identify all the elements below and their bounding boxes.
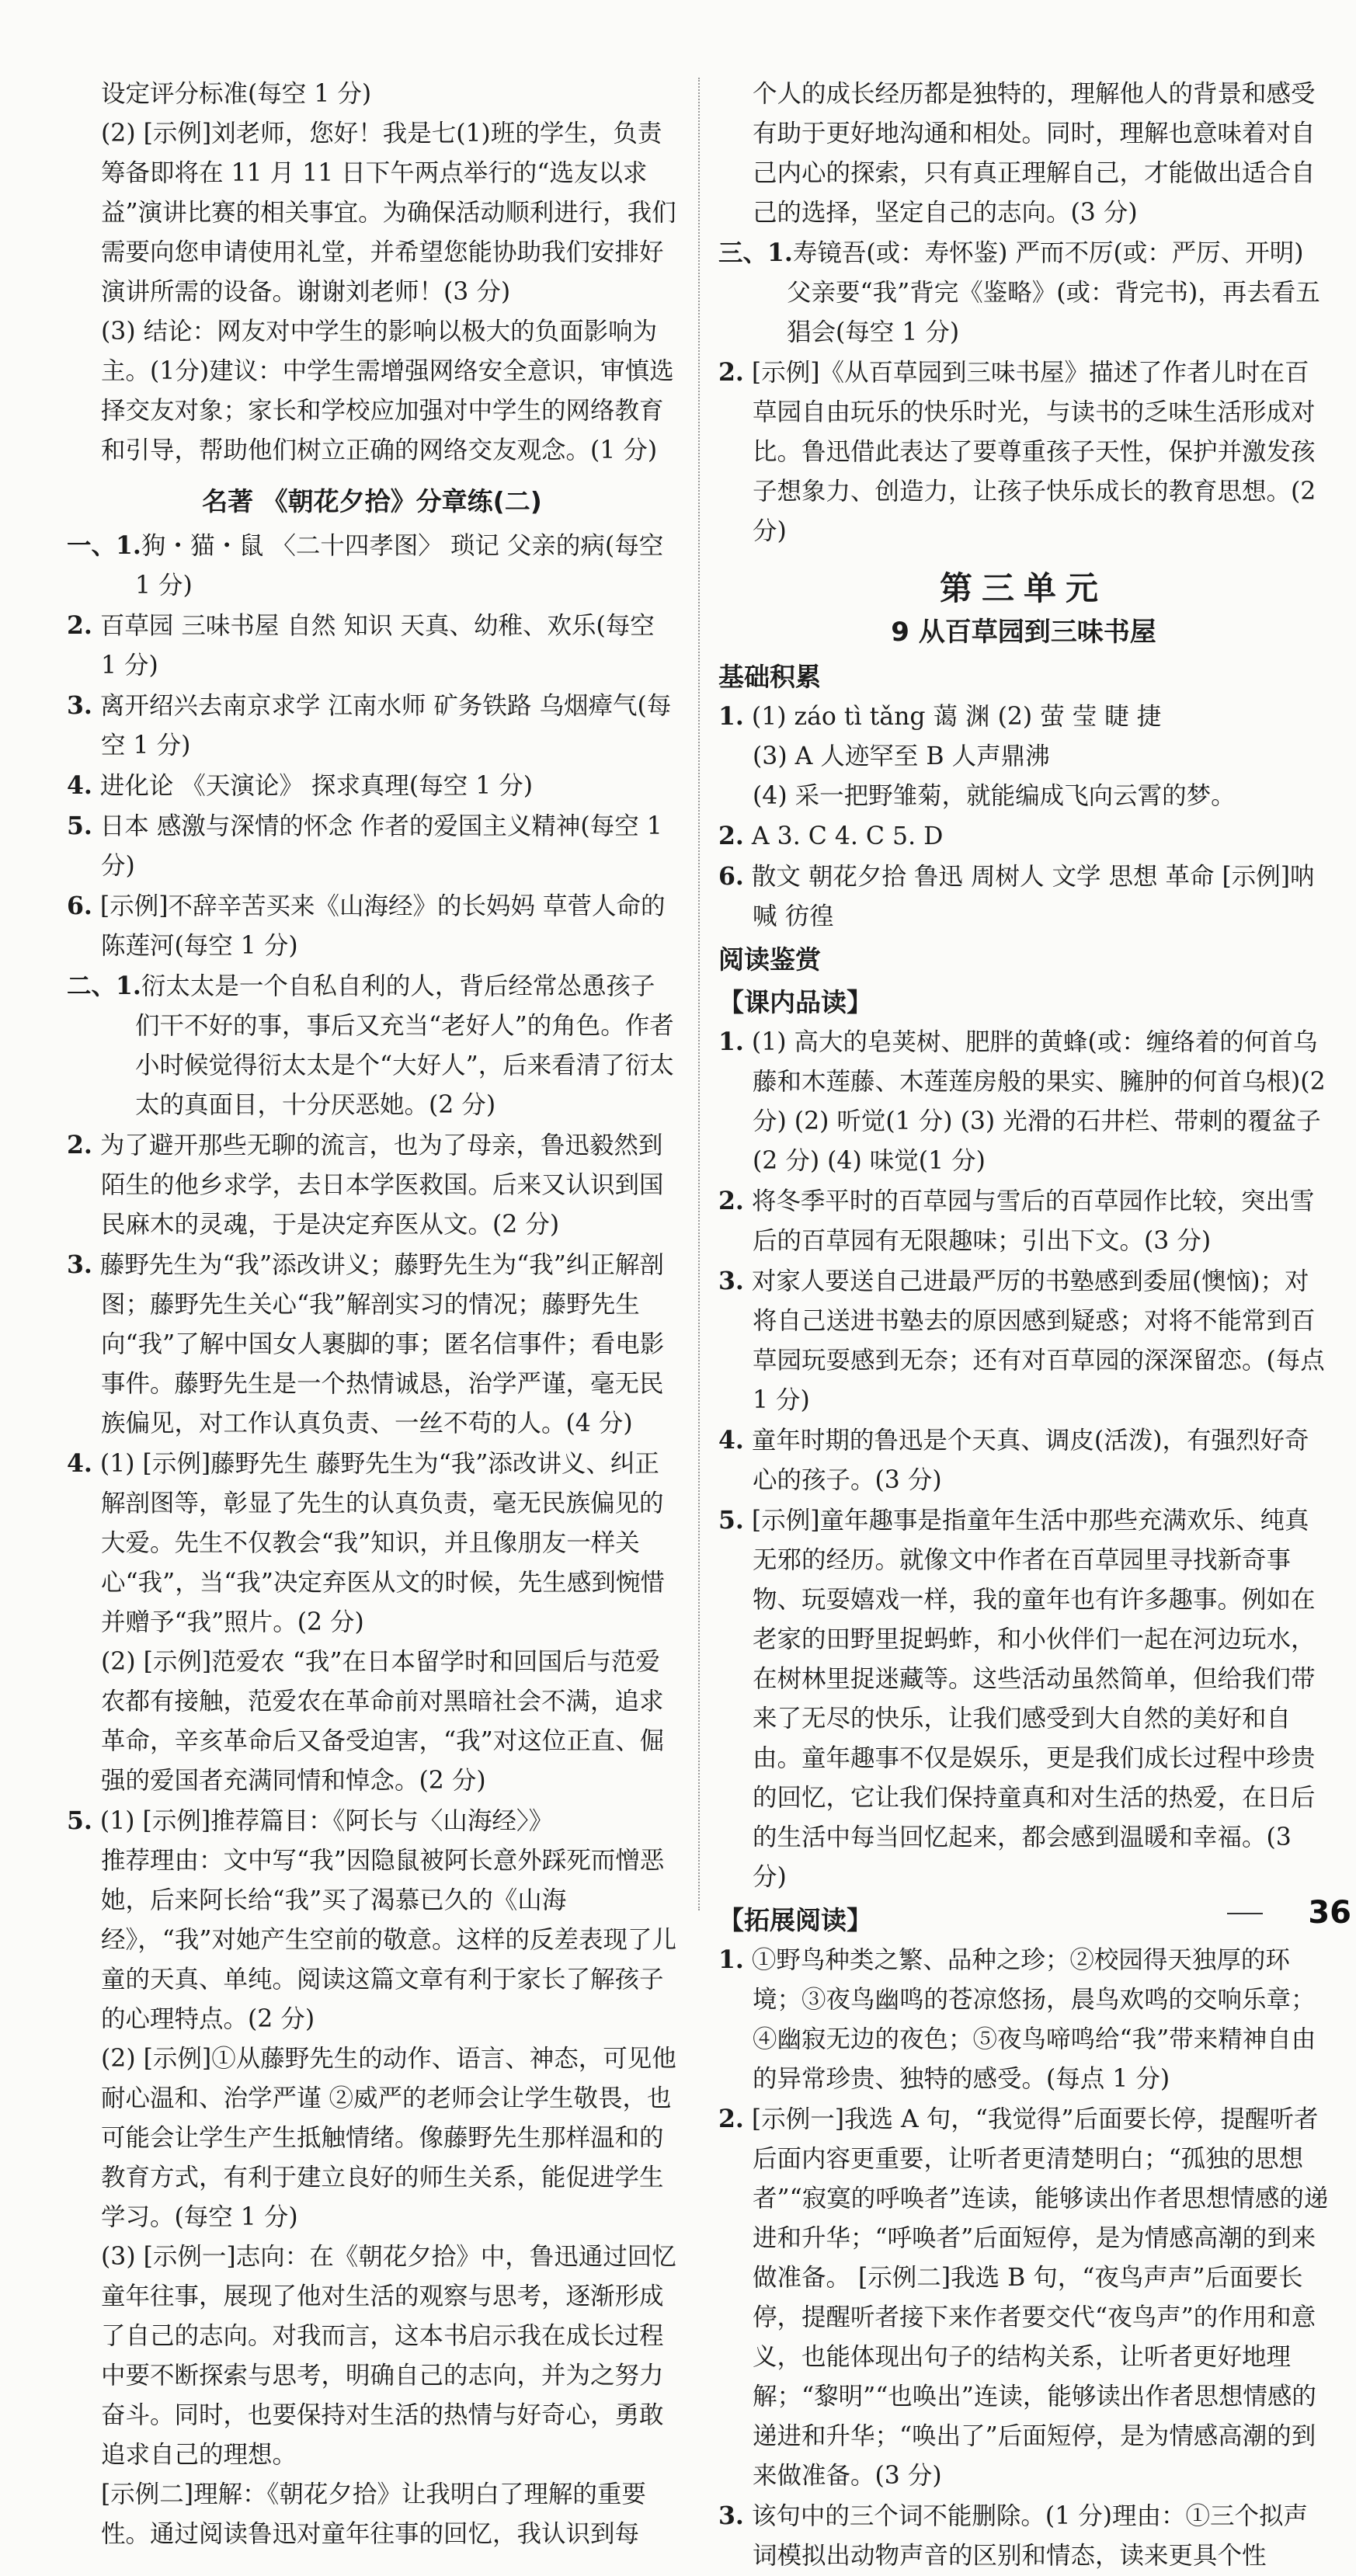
inclass-item <box>718 1181 1329 1261</box>
reading-heading: 阅读鉴赏 <box>718 944 821 975</box>
basic-item <box>718 857 1329 937</box>
item-text: 衍太太是一个自私自利的人，背后经常怂恿孩子们干不好的事，事后又充当“老好人”的角色。作者小时候觉得衍太太是个“大好人”，后来看清了衍太太的真面目，十分厌恶她。(2 分) <box>135 972 674 1119</box>
part1-item <box>67 686 677 766</box>
column-divider <box>698 78 700 1910</box>
item-text: [示例一]我选 A 句，“我觉得”后面要长停，提醒听者后面内容更重要，让听者更清楚明白；“孤独的思想者”“寂寞的呼唤者”连读，能够读出作者思想情感的递进和升华；“呼唤者”后面短停，是为情感高潮的到来做准备。 [示例二]我选 B 句，“夜鸟声声”后面要长停，提醒听者接下来作者要交代“夜鸟声”的作用和意义，也能体现出句子的结构关系，让听者更好地理解；“黎明”“也唤出”连读，能够读出作者思想情感的递进和升华；“唤出了”后面短停，是为情感高潮的到来做准备。(3 分) <box>751 2105 1329 2490</box>
item-number: 6. <box>67 892 92 920</box>
item-text: A 3. C 4. C 5. D <box>751 822 944 850</box>
inclass-heading: 【课内品读】 <box>718 987 872 1017</box>
part2-subitem: [示例二]理解：《朝花夕拾》让我明白了理解的重要性。通过阅读鲁迅对童年往事的回忆，我认识到每 <box>101 2480 646 2548</box>
item-text: (1) [示例]推荐篇目：《阿长与〈山海经〉》 <box>99 1807 554 1835</box>
lesson-title: 9 从百草园到三味书屋 <box>891 617 1156 648</box>
item-number: 5. <box>67 1806 92 1835</box>
part3-item <box>718 353 1329 551</box>
inclass-item <box>718 1420 1329 1500</box>
inclass-item <box>718 1261 1329 1420</box>
item-text: (1) [示例]藤野先生 藤野先生为“我”添改讲义、纠正解剖图等，彰显了先生的认真负责，毫无民族偏见的大爱。先生不仅教会“我”知识，并且像朋友一样关心“我”，当“我”决定弃医从文的时候，先生感到惋惜并赠予“我”照片。(2 分) <box>99 1450 665 1636</box>
item-number: 6. <box>718 862 744 891</box>
item-text: 离开绍兴去南京求学 江南水师 矿务铁路 乌烟瘴气(每空 1 分) <box>99 692 672 760</box>
basic-item <box>718 697 1329 737</box>
item-number: 2. <box>718 822 744 850</box>
inclass-item <box>718 1500 1329 1897</box>
part1-item <box>67 806 677 886</box>
item-number: 4. <box>67 771 92 800</box>
part2-item <box>67 966 677 1125</box>
basic-subitem: (4) 采一把野雏菊，就能编成飞向云霄的梦。 <box>753 782 1236 810</box>
left-line-2: (3) 结论：网友对中学生的影响以极大的负面影响为主。(1分)建议：中学生需增强网络安全意识，审慎选择交友对象；家长和学校应加强对中学生的网络教育和引导，帮助他们树立正确的网络交友观念。(1 分) <box>101 318 674 464</box>
item-number: 2. <box>718 1187 744 1215</box>
item-number: 3. <box>718 1267 744 1295</box>
page-number: 36 <box>1258 1889 1356 1937</box>
item-text: 将冬季平时的百草园与雪后的百草园作比较，突出雪后的百草园有无限趣味；引出下文。(3 分) <box>751 1187 1315 1255</box>
item-text: 藤野先生为“我”添改讲义；藤野先生为“我”纠正解剖图；藤野先生关心“我”解剖实习的情况；藤野先生向“我”了解中国女人裹脚的事；匿名信事件；看电影事件。藤野先生是一个热情诚恳，治学严谨，毫无民族偏见，对工作认真负责、一丝不苟的人。(4 分) <box>99 1251 665 1437</box>
extended-item <box>718 2496 1329 2576</box>
part2-item <box>67 1125 677 1245</box>
inclass-item <box>718 1022 1329 1181</box>
item-text: [示例]童年趣事是指童年生活中那些充满欢乐、纯真无邪的经历。就像文中作者在百草园里寻找新奇事物、玩耍嬉戏一样，我的童年也有许多趣事。例如在老家的田野里捉蚂蚱，和小伙伴们一起在河边玩水，在树林里捉迷藏等。这些活动虽然简单，但给我们带来了无尽的快乐，让我们感受到大自然的美好和自由。童年趣事不仅是娱乐，更是我们成长过程中珍贵的回忆，它让我们保持童真和对生活的热爱，在日后的生活中每当回忆起来，都会感到温暖和幸福。(3 分) <box>751 1507 1316 1891</box>
item-text: 百草园 三味书屋 自然 知识 天真、幼稚、欢乐(每空 1 分) <box>99 612 655 680</box>
part2-subitem: (2) [示例]①从藤野先生的动作、语言、神态，可见他耐心温和、治学严谨 ②威严的老师会让学生敬畏，也可能会让学生产生抵触情绪。像藤野先生那样温和的教育方式，有利于建立良好的师生关系，能促进学生学习。(每空 1 分) <box>101 2045 676 2231</box>
item-text: 为了避开那些无聊的流言，也为了母亲，鲁迅毅然到陌生的他乡求学，去日本学医救国。后来又认识到国民麻木的灵魂，于是决定弃医从文。(2 分) <box>99 1132 664 1239</box>
part3-item <box>718 233 1329 353</box>
part2-item <box>67 1245 677 1444</box>
left-line-0: 设定评分标准(每空 1 分) <box>101 80 372 108</box>
section-title: 名著 《朝花夕拾》分章练(二) <box>202 486 542 516</box>
basic-subitem: (3) A 人迹罕至 B 人声鼎沸 <box>753 742 1050 770</box>
part1-item <box>67 526 677 606</box>
item-number: 一、1. <box>67 531 141 560</box>
item-number: 2. <box>718 2105 744 2133</box>
item-number: 4. <box>67 1449 92 1478</box>
left-column <box>67 75 677 2554</box>
item-number: 三、1. <box>718 238 793 267</box>
item-text: ①野鸟种类之繁、品种之珍；②校园得天独厚的环境；③夜鸟幽鸣的苍凉悠扬，晨鸟欢鸣的交响乐章；④幽寂无边的夜色；⑤夜鸟啼鸣给“我”带来精神自由的异常珍贵、独特的感受。(每点 1 分) <box>751 1946 1316 2093</box>
item-text: [示例]《从百草园到三味书屋》描述了作者儿时在百草园自由玩乐的快乐时光，与读书的乏味生活形成对比。鲁迅借此表达了要尊重孩子天性，保护并激发孩子想象力、创造力，让孩子快乐成长的教育思想。(2 分) <box>751 359 1316 545</box>
unit-title: 第三单元 <box>939 569 1107 607</box>
item-number: 2. <box>718 358 744 387</box>
item-number: 4. <box>718 1426 744 1455</box>
item-number: 2. <box>67 611 92 640</box>
part1-item <box>67 886 677 966</box>
part2-subitem: 推荐理由：文中写“我”因隐鼠被阿长意外踩死而憎恶她，后来阿长给“我”买了渴慕已久的《山海经》，“我”对她产生空前的敬意。这样的反差表现了儿童的天真、单纯。阅读这篇文章有利于家长了解孩子的心理特点。(2 分) <box>101 1847 676 2033</box>
item-text: (1) záo tì tǎng 蔼 渊 (2) 萤 莹 睫 捷 <box>751 703 1162 731</box>
item-number: 1. <box>718 1945 744 1974</box>
item-text: [示例]不辞辛苦买来《山海经》的长妈妈 草菅人命的陈莲河(每空 1 分) <box>99 892 666 960</box>
item-number: 3. <box>718 2501 744 2530</box>
part2-item <box>67 1801 677 1841</box>
item-number: 5. <box>718 1506 744 1535</box>
item-number: 1. <box>718 1027 744 1056</box>
right-line-0: 个人的成长经历都是独特的，理解他人的背景和感受有助于更好地沟通和相处。同时，理解也意味着对自己内心的探索，只有真正理解自己，才能做出适合自己的选择，坚定自己的志向。(3 分) <box>753 80 1316 227</box>
basic-heading: 基础积累 <box>718 662 821 692</box>
item-number: 3. <box>67 1250 92 1279</box>
item-text: 日本 感激与深情的怀念 作者的爱国主义精神(每空 1 分) <box>99 812 662 880</box>
item-text: 对家人要送自己进最严厉的书塾感到委屈(懊恼)；对将自己送进书塾去的原因感到疑惑；对将不能常到百草园玩耍感到无奈；还有对百草园的深深留恋。(每点 1 分) <box>751 1267 1325 1414</box>
item-text: (1) 高大的皂荚树、肥胖的黄蜂(或：缠络着的何首乌藤和木莲藤、木莲莲房般的果实、臃肿的何首乌根)(2 分) (2) 听觉(1 分) (3) 光滑的石井栏、带刺的覆盆子(2 分) (4) 味觉(1 分) <box>751 1028 1326 1175</box>
item-text: 狗・猫・鼠 〈二十四孝图〉 琐记 父亲的病(每空 1 分) <box>135 532 664 600</box>
item-number: 5. <box>67 812 92 840</box>
left-line-1: (2) [示例]刘老师，您好！我是七(1)班的学生，负责筹备即将在 11 月 11 日下午两点举行的“选友以求益”演讲比赛的相关事宜。为确保活动顺利进行，我们需要向您申请使用礼堂，并希望您能协助我们安排好演讲所需的设备。谢谢刘老师！(3 分) <box>101 120 676 306</box>
part2-subitem: (2) [示例]范爱农 “我”在日本留学时和回国后与范爱农都有接触，范爱农在革命前对黑暗社会不满，追求革命，辛亥革命后又备受迫害，“我”对这位正直、倔强的爱国者充满同情和悼念。(2 分) <box>101 1648 665 1795</box>
item-text: 散文 朝花夕拾 鲁迅 周树人 文学 思想 革命 [示例]呐喊 彷徨 <box>751 863 1315 930</box>
item-number: 二、1. <box>67 972 141 1000</box>
part1-item <box>67 766 677 806</box>
extended-heading: 【拓展阅读】 <box>718 1905 872 1935</box>
item-text: 进化论 《天演论》 探求真理(每空 1 分) <box>99 772 534 800</box>
extended-item <box>718 2099 1329 2496</box>
part2-subitem: (3) [示例一]志向：在《朝花夕拾》中，鲁迅通过回忆童年往事，展现了他对生活的观察与思考，逐渐形成了自己的志向。对我而言，这本书启示我在成长过程中要不断探索与思考，明确自己的志向，并为之努力奋斗。同时，也要保持对生活的热情与好奇心，勇敢追求自己的理想。 <box>101 2243 676 2469</box>
part1-item <box>67 606 677 686</box>
item-text: 童年时期的鲁迅是个天真、调皮(活泼)，有强烈好奇心的孩子。(3 分) <box>751 1427 1309 1494</box>
item-number: 2. <box>67 1131 92 1159</box>
basic-item <box>718 816 1329 857</box>
item-text: 寿镜吾(或：寿怀鉴) 严而不厉(或：严厉、开明) 父亲要“我”背完《鉴略》(或：背完书)，再去看五猖会(每空 1 分) <box>787 239 1320 346</box>
extended-item <box>718 1940 1329 2099</box>
item-number: 1. <box>718 702 744 731</box>
part2-item <box>67 1444 677 1643</box>
item-text: 该句中的三个词不能删除。(1 分)理由：①三个拟声词模拟出动物声音的区别和情态，读来更具个性 <box>751 2502 1309 2570</box>
item-number: 3. <box>67 691 92 720</box>
right-column <box>718 75 1329 2576</box>
